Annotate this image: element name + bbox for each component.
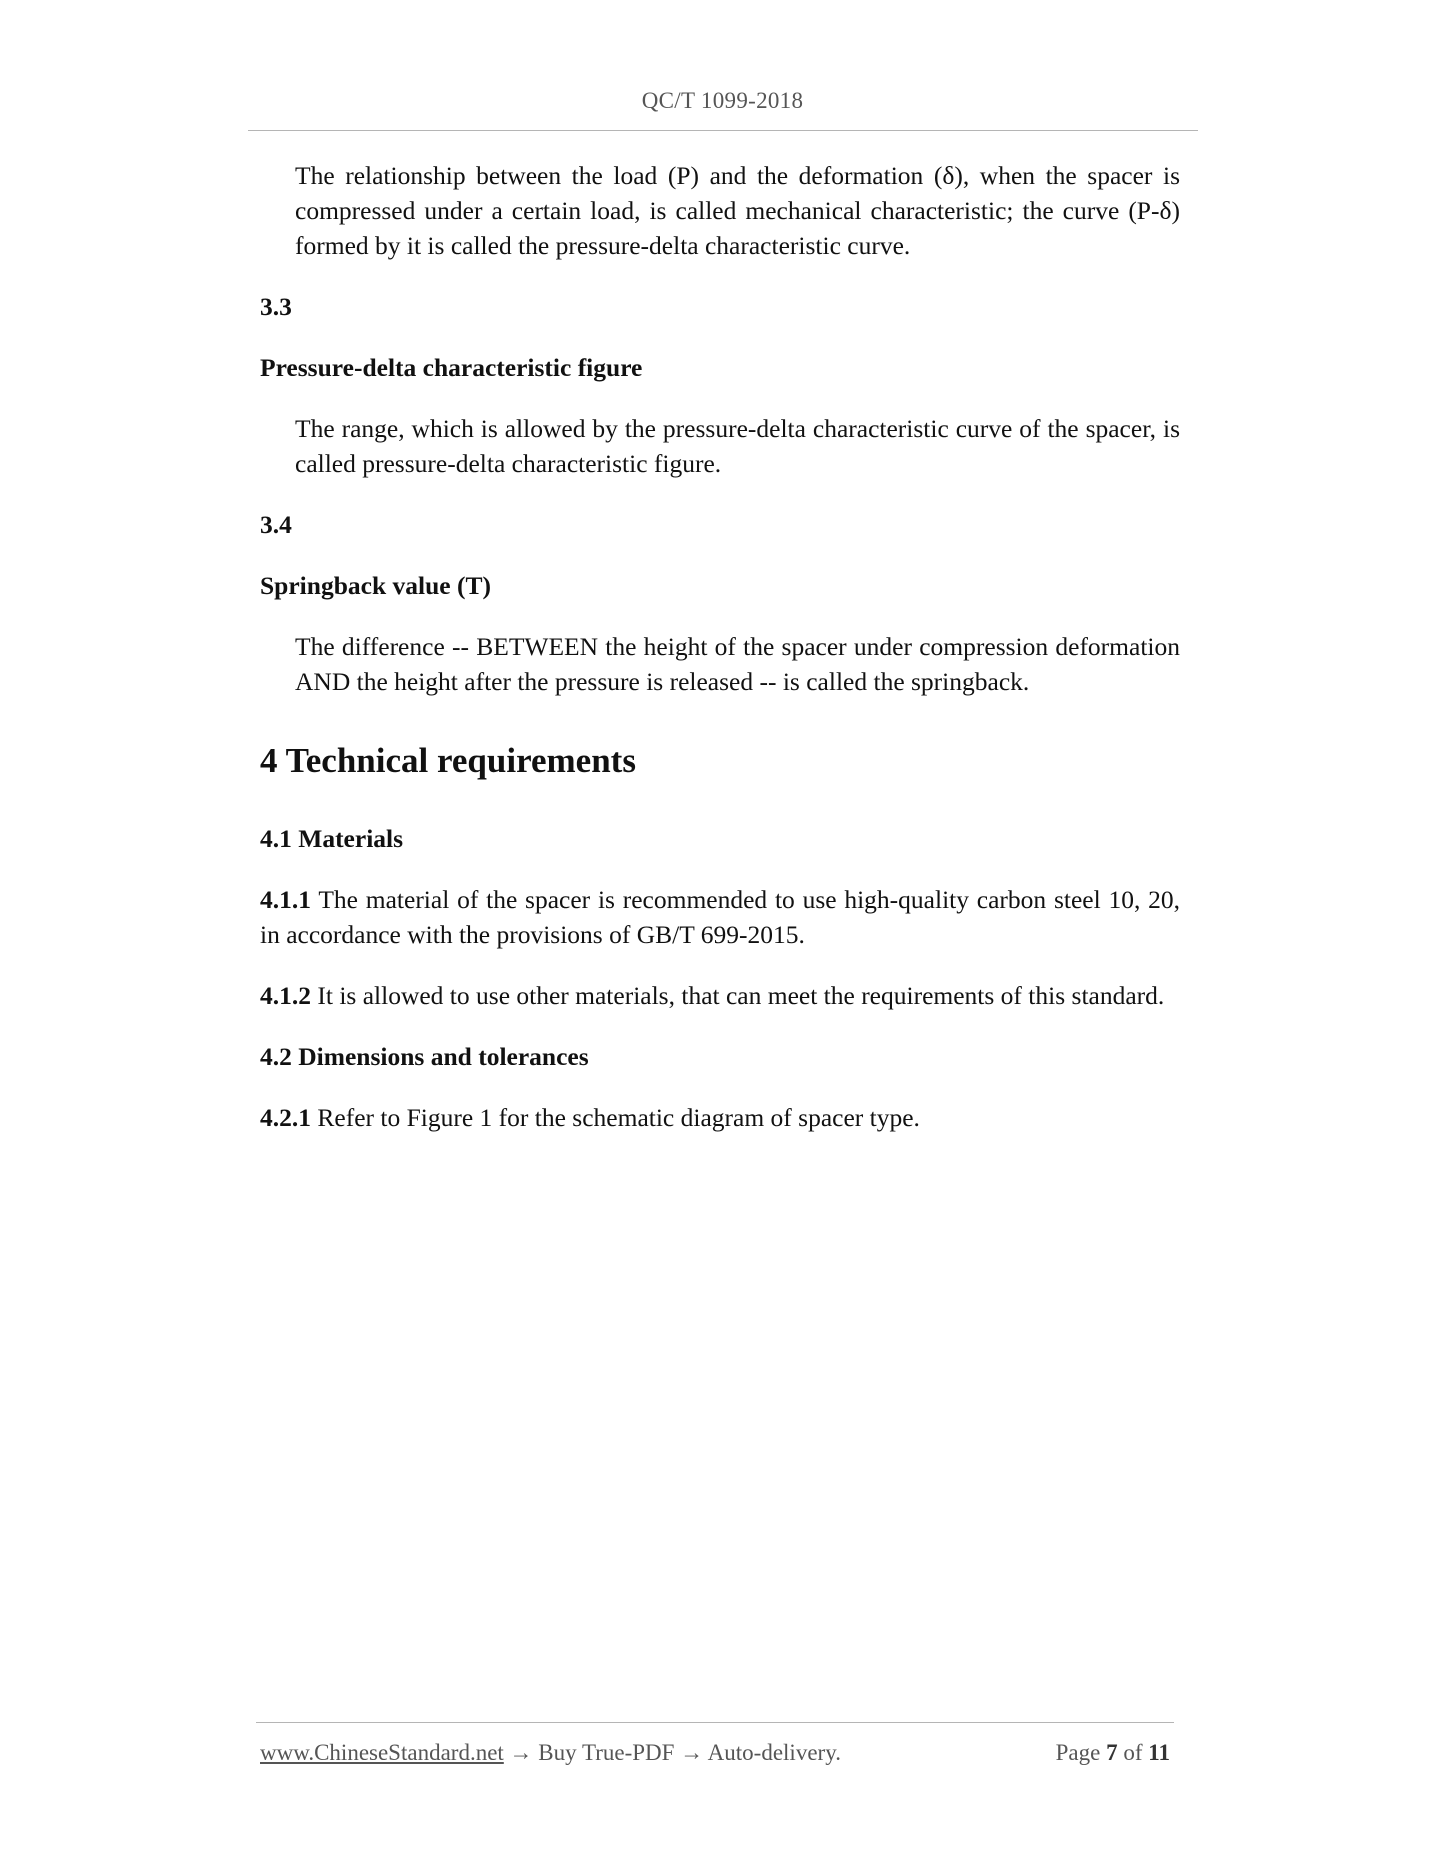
clause-3-3-number: 3.3 xyxy=(260,292,292,321)
arrow-right-icon: → xyxy=(680,1740,704,1765)
clause-3-4-term: Springback value (T) xyxy=(260,571,491,600)
item-4-2-1-number: 4.2.1 xyxy=(260,1103,311,1132)
item-4-2-1 xyxy=(260,1100,1180,1135)
section-4-heading: 4 Technical requirements xyxy=(260,741,636,780)
item-4-1-2-number: 4.1.2 xyxy=(260,981,311,1010)
item-4-2-1-text: Refer to Figure 1 for the schematic diagram of spacer type. xyxy=(317,1103,920,1132)
footer-promo xyxy=(260,1740,841,1766)
footer-divider xyxy=(256,1722,1174,1723)
item-4-1-2-text: It is allowed to use other materials, that can meet the requirements of this standard. xyxy=(317,981,1165,1010)
page-content xyxy=(260,158,1180,1135)
clause-3-4-number: 3.4 xyxy=(260,510,292,539)
clause-3-3-definition: The range, which is allowed by the pressure-delta characteristic curve of the spacer, is called pressure-delta characteristic figure. xyxy=(295,414,1180,478)
buy-true-pdf-text: Buy True-PDF xyxy=(538,1740,675,1765)
page-total: 11 xyxy=(1148,1740,1170,1765)
header-standard-number: QC/T 1099-2018 xyxy=(641,88,804,113)
auto-delivery-text: Auto-delivery. xyxy=(707,1740,841,1765)
page-of: of xyxy=(1123,1740,1143,1765)
item-4-1-2 xyxy=(260,978,1180,1013)
arrow-right-icon: → xyxy=(509,1740,533,1765)
subsection-4-1-heading: 4.1 Materials xyxy=(260,824,404,853)
item-4-1-1-number: 4.1.1 xyxy=(260,885,311,914)
page-label: Page xyxy=(1055,1740,1101,1765)
clause-3-3-term: Pressure-delta characteristic figure xyxy=(260,353,643,382)
item-4-1-1-text: The material of the spacer is recommended to use high-quality carbon steel 10, 20, in accordance with the provisions of GB/T 699-2015. xyxy=(260,885,1180,949)
page-number xyxy=(1056,1740,1170,1766)
intro-paragraph: The relationship between the load (P) and the deformation (δ), when the spacer is compressed under a certain load, is called mechanical characteristic; the curve (P-δ) formed by it is called the pressure-delta characteristic curve. xyxy=(295,161,1180,260)
header-divider xyxy=(248,130,1198,131)
site-link[interactable]: www.ChineseStandard.net xyxy=(260,1740,504,1765)
subsection-4-2-heading: 4.2 Dimensions and tolerances xyxy=(260,1042,589,1071)
page-current: 7 xyxy=(1106,1740,1118,1765)
item-4-1-1 xyxy=(260,882,1180,952)
clause-3-4-definition: The difference -- BETWEEN the height of the spacer under compression deformation AND the height after the pressure is released -- is called the springback. xyxy=(295,632,1180,696)
